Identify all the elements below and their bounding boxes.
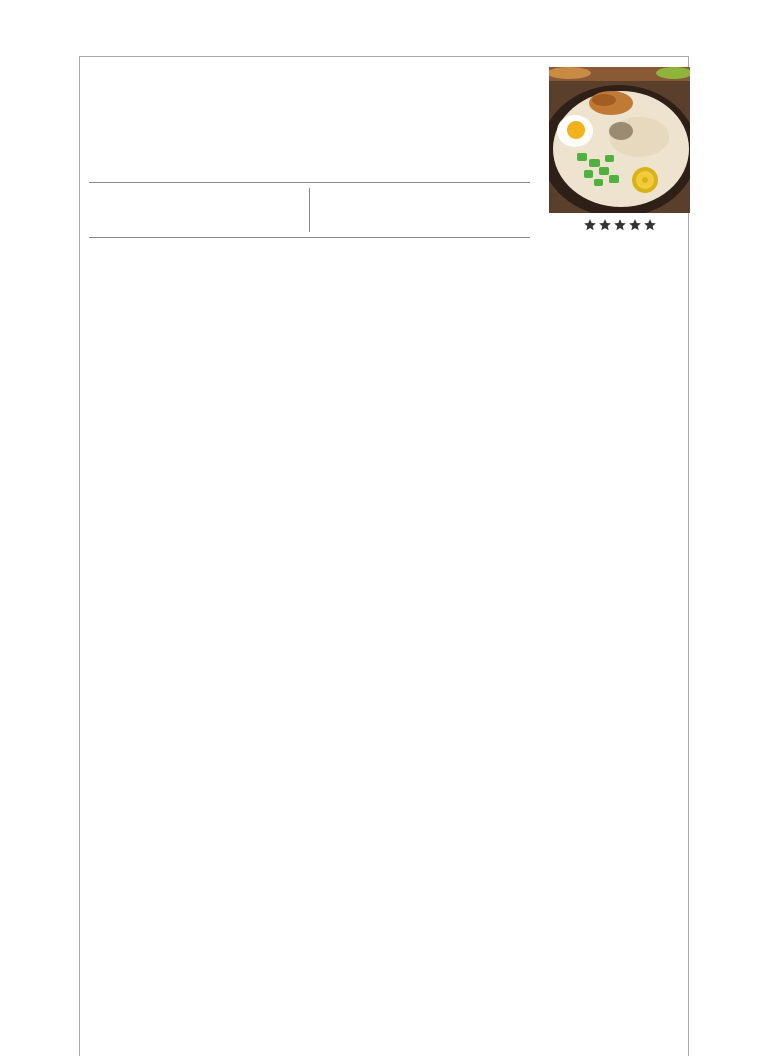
recipe-card <box>79 56 689 1056</box>
star-icon[interactable] <box>583 218 597 232</box>
recipe-meta <box>89 247 679 291</box>
instructions-section <box>89 673 679 676</box>
meta-row-course-cuisine <box>89 247 679 268</box>
star-icon[interactable] <box>598 218 612 232</box>
star-icon[interactable] <box>643 218 657 232</box>
meta-row-servings <box>89 268 679 291</box>
star-icon[interactable] <box>613 218 627 232</box>
recipe-times <box>89 182 530 238</box>
star-icon[interactable] <box>628 218 642 232</box>
recipe-rating[interactable] <box>549 218 690 236</box>
star-rating[interactable] <box>549 218 690 232</box>
prep-time <box>89 183 309 237</box>
lugaw-bowl-photo-icon <box>549 67 690 213</box>
recipe-photo <box>549 67 690 213</box>
cook-time <box>309 188 530 232</box>
